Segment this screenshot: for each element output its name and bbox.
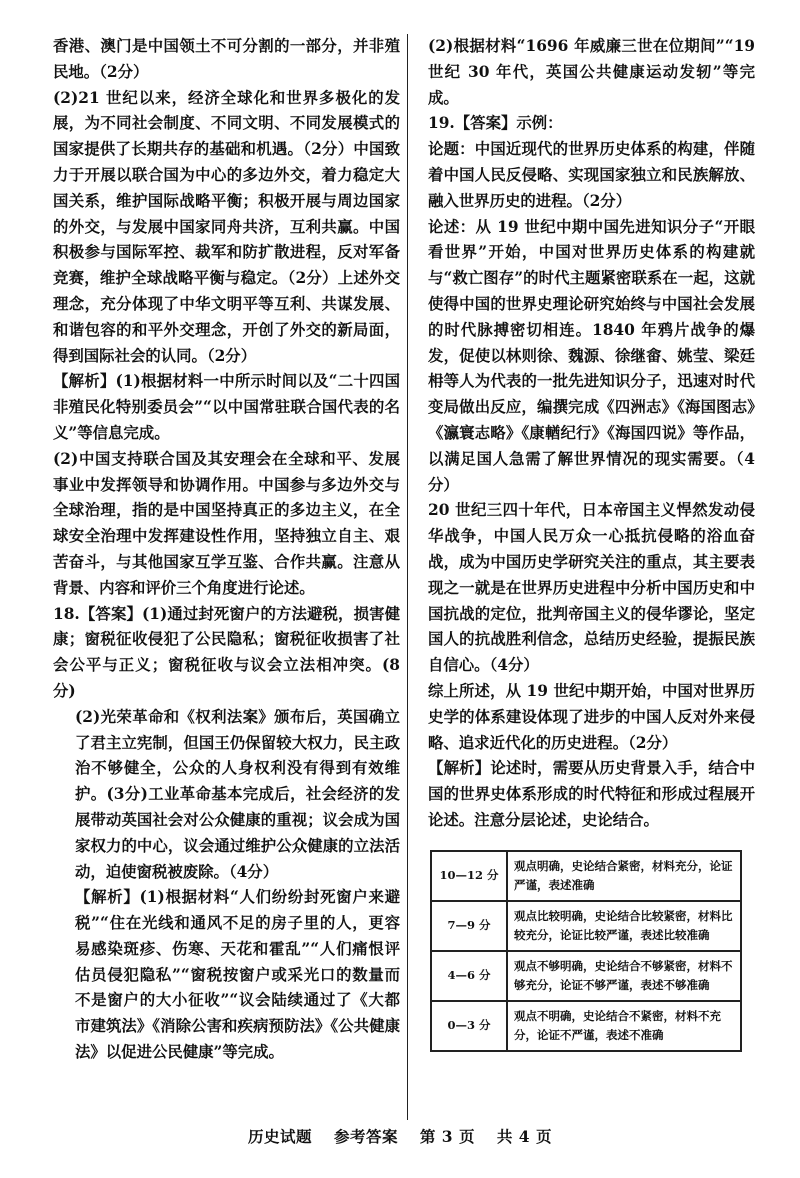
column-divider [407, 34, 408, 1120]
rubric-description: 观点不明确，史论结合不紧密，材料不充分，论证不严谨，表述不准确 [507, 1001, 741, 1051]
right-column [428, 34, 755, 1052]
question-19-heading [428, 111, 755, 137]
question-19-conclusion: 综上所述，从 19 世纪中期开始，中国对世界历史学的体系建设体现了进步的中国人反对外来侵略、追求近代化的历史进程。（2分） [428, 681, 755, 752]
rubric-score: 10—12 分 [431, 851, 507, 901]
rubric-score: 0—3 分 [431, 1001, 507, 1051]
question-18-answer-part2: (2)光荣革命和《权利法案》颁布后，英国确立了君主立宪制，但国王仍保留较大权力，民主政治不够健全，公众的人身权利没有得到有效维护。(3分)工业革命基本完成后，社会经济的发展带动英国社会对公众健康的重视；议会成为国家权力的中心，议会通过维护公众健康的立法活动，迫使窗税被废除。（4分） [75, 707, 400, 881]
question-19-argument-2: 20 世纪三四十年代，日本帝国主义悍然发动侵华战争，中国人民万众一心抵抗侵略的浴血奋战，成为中国历史学研究关注的重点，其主要表现之一就是在世界历史进程中分析中国历史和中国抗战的定位，批判帝国主义的侵华谬论，坚定国人的抗战胜利信念，总结历史经验，提振民族自信心。（4分） [428, 501, 755, 675]
question-18-number: 18. [53, 604, 80, 623]
footer-page-number: 第 3 页 [419, 1127, 475, 1146]
footer-total-pages: 共 4 页 [496, 1127, 552, 1146]
left-column [53, 34, 400, 1066]
rubric-score: 4—6 分 [431, 951, 507, 1001]
question-19-number: 19. [428, 114, 455, 133]
rubric-row [431, 1001, 741, 1051]
analysis-17-part2: (2)中国支持联合国及其安理会在全球和平、发展事业中发挥领导和协调作用。中国参与多边外交与全球治理，指的是中国坚持真正的多边主义，在全球安全治理中发挥建设性作用，坚持独立自主、艰苦奋斗，与其他国家互学互鉴、合作共赢。注意从背景、内容和评价三个角度进行论述。 [53, 449, 400, 597]
rubric-description: 观点不够明确，史论结合不够紧密，材料不够充分，论证不够严谨，表述不够准确 [507, 951, 741, 1001]
scoring-rubric-table [430, 850, 742, 1052]
rubric-description: 观点比较明确，史论结合比较紧密，材料比较充分，论证比较严谨，表述比较准确 [507, 901, 741, 951]
answer-17-part2: (2)21 世纪以来，经济全球化和世界多极化的发展，为不同社会制度、不同文明、不同发展模式的国家提供了长期共存的基础和机遇。（2分）中国致力于开展以联合国为中心的多边外交，着力稳定大国关系，维护国际战略平衡；积极开展与周边国家的外交，与发展中国家同舟共济，互利共赢。中国积极参与国际军控、裁军和防扩散进程，反对军备竞赛，维护全球战略平衡与稳定。（2分）上述外交理念，充分体现了中华文明平等互利、共谋发展、和谐包容的和平外交理念，开创了外交的新局面，得到国际社会的认同。（2分） [53, 88, 400, 365]
rubric-row [431, 901, 741, 951]
rubric-row [431, 851, 741, 901]
continuation-text: 香港、澳门是中国领土不可分割的一部分，并非殖民地。（2分） [53, 37, 400, 81]
analysis-17-part1: 【解析】(1)根据材料一中所示时间以及“二十四国非殖民化特别委员会”“以中国常驻联合国代表的名义”等信息完成。 [53, 372, 400, 442]
rubric-row [431, 951, 741, 1001]
question-19-argument-1: 论述：从 19 世纪中期中国先进知识分子“开眼看世界”开始，中国对世界历史体系的构建就与“救亡图存”的时代主题紧密联系在一起，这就使得中国的世界史理论研究始终与中国社会发展的时代脉搏密切相连。1840 年鸦片战争的爆发，促使以林则徐、魏源、徐继畲、姚莹、梁廷枏等人为代表的一批先进知识分子，迅速对时代变局做出反应，编撰完成《四洲志》《海国图志》《瀛寰志略》《康輶纪行》《海国四说》等作品，以满足国人急需了解世界情况的现实需要。（4分） [428, 217, 755, 494]
page-footer [0, 1125, 800, 1147]
rubric-description: 观点明确，史论结合紧密，材料充分，论证严谨，表述准确 [507, 851, 741, 901]
question-19-thesis: 论题：中国近现代的世界历史体系的构建，伴随着中国人民反侵略、实现国家独立和民族解放、融入世界历史的进程。（2分） [428, 140, 755, 210]
rubric-score: 7—9 分 [431, 901, 507, 951]
question-18-answer-part1: 【答案】(1)通过封死窗户的方法避税，损害健康；窗税征收侵犯了公民隐私；窗税征收损害了社会公平与正义；窗税征收与议会立法相冲突。(8分) [53, 604, 400, 700]
question-18-answer [53, 602, 400, 705]
question-19-answer-label: 【答案】示例： [454, 114, 563, 133]
question-19-analysis: 【解析】论述时，需要从历史背景入手，结合中国的世界史体系形成的时代特征和形成过程展开论述。注意分层论述，史论结合。 [428, 759, 755, 829]
footer-subject: 历史试题 [248, 1127, 313, 1146]
footer-answers: 参考答案 [333, 1127, 398, 1146]
question-18-analysis: 【解析】(1)根据材料“人们纷纷封死窗户来避税”“住在光线和通风不足的房子里的人，更容易感染斑疹、伤寒、天花和霍乱”“人们痛恨评估员侵犯隐私”“窗税按窗户或采光口的数量而不是窗户的大小征收”“议会陆续通过了《大都市建筑法》《消除公害和疾病预防法》《公共健康法》以促进公民健康”等完成。 [75, 888, 400, 1062]
analysis-18-part2: (2)根据材料“1696 年威廉三世在位期间”“19 世纪 30 年代，英国公共健康运动发轫”等完成。 [428, 37, 755, 107]
